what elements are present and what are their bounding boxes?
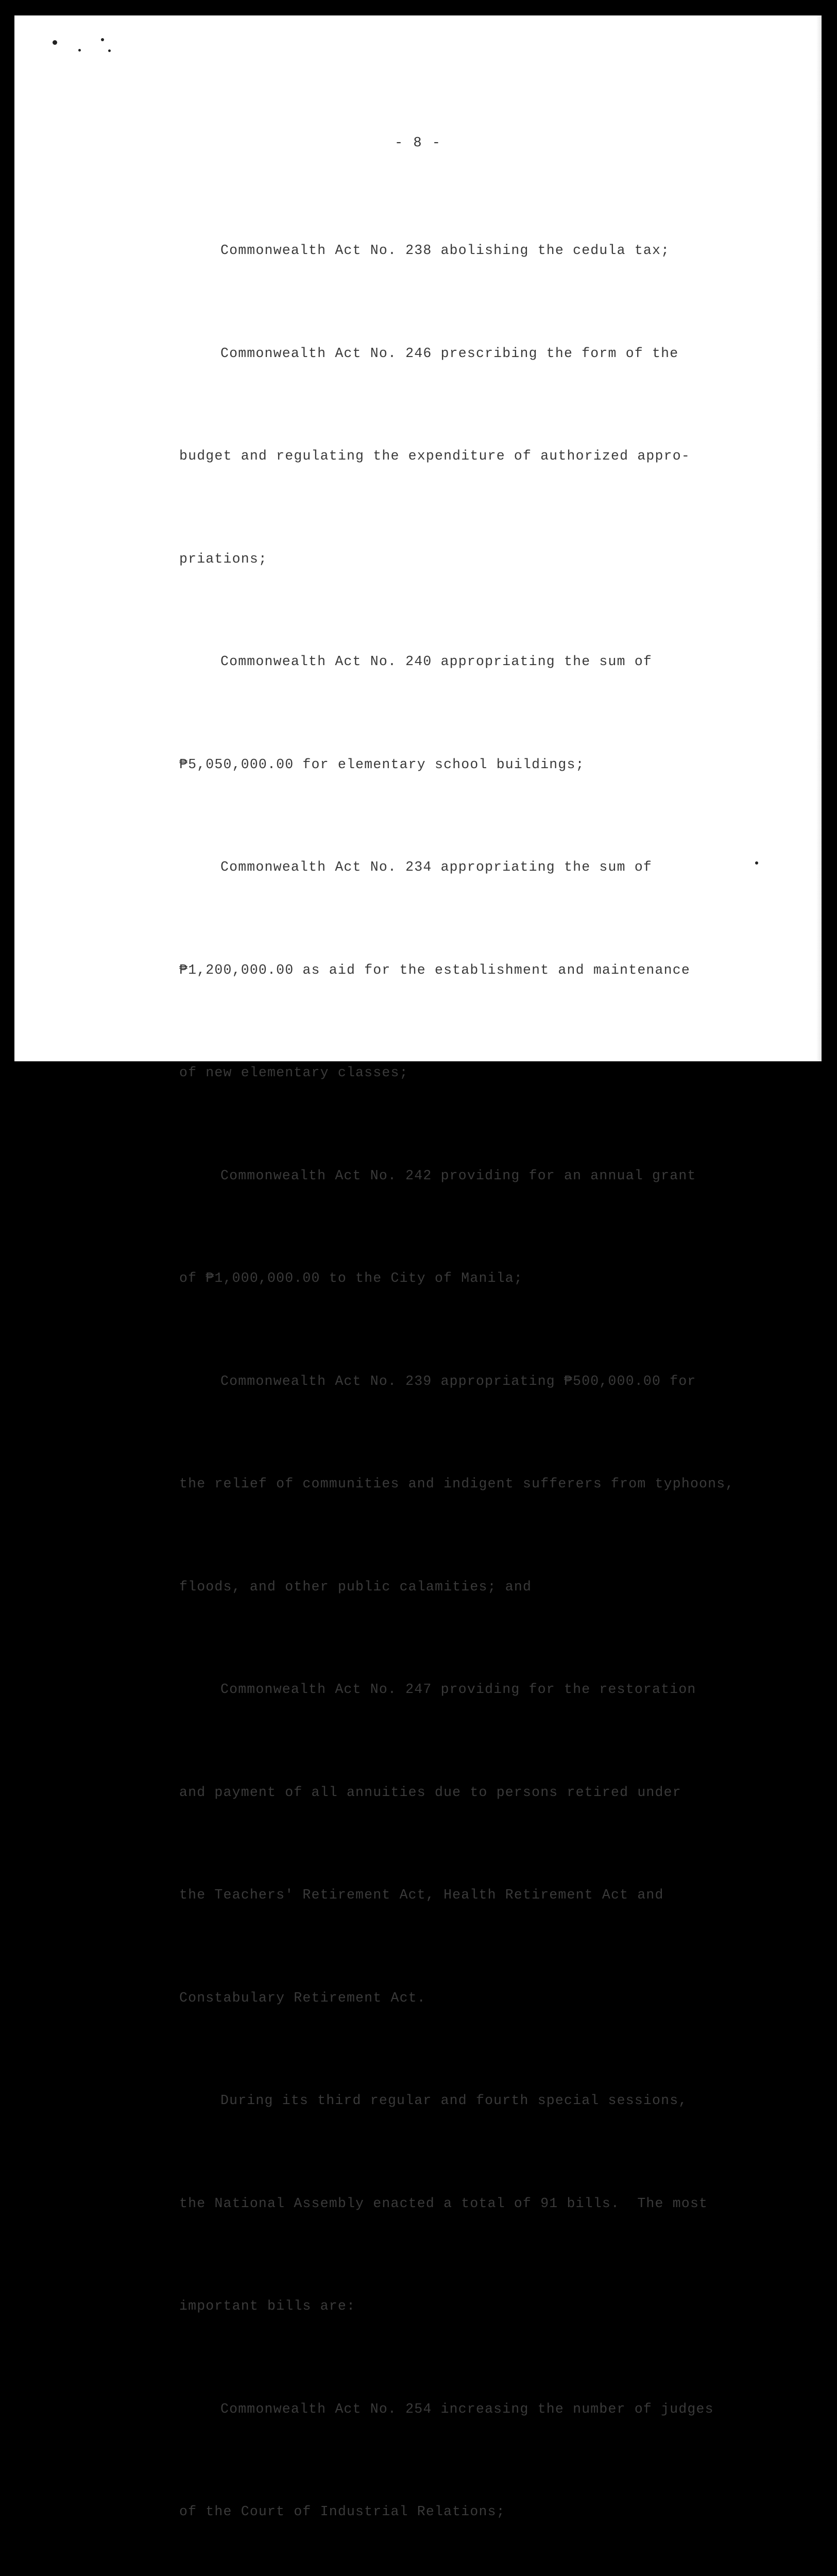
text-line: Commonwealth Act No. 239 appropriating ₱500,000.00 for bbox=[220, 1373, 696, 1389]
page-number: - 8 - bbox=[394, 135, 441, 151]
text-line: Commonwealth Act No. 240 appropriating the sum of bbox=[220, 654, 653, 669]
text-line: floods, and other public calamities; and bbox=[179, 1579, 532, 1595]
text-line: important bills are: bbox=[179, 2298, 356, 2314]
text-line: the relief of communities and indigent sufferers from typhoons, bbox=[179, 1476, 734, 1492]
ink-speck bbox=[53, 40, 57, 45]
text-line: of the Court of Industrial Relations; bbox=[179, 2504, 505, 2519]
body-text bbox=[179, 165, 751, 2576]
text-line: Constabulary Retirement Act. bbox=[179, 1990, 426, 2006]
text-line: budget and regulating the expenditure of authorized appro- bbox=[179, 448, 690, 464]
text-line: Commonwealth Act No. 246 prescribing the form of the bbox=[220, 345, 679, 361]
ink-speck bbox=[108, 49, 111, 52]
ink-speck bbox=[755, 861, 758, 865]
page-edge bbox=[816, 15, 822, 1061]
text-line: Commonwealth Act No. 238 abolishing the cedula tax; bbox=[220, 243, 670, 258]
ink-speck bbox=[78, 49, 81, 52]
text-line: the National Assembly enacted a total of 91 bills. The most bbox=[179, 2195, 708, 2211]
text-line: During its third regular and fourth special sessions, bbox=[220, 2093, 688, 2108]
text-line: Commonwealth Act No. 254 increasing the number of judges bbox=[220, 2401, 714, 2417]
text-line: ₱1,200,000.00 as aid for the establishment and maintenance bbox=[179, 962, 690, 978]
text-line: of ₱1,000,000.00 to the City of Manila; bbox=[179, 1270, 523, 1286]
text-line: Commonwealth Act No. 247 providing for the restoration bbox=[220, 1682, 696, 1697]
ink-speck bbox=[101, 38, 104, 41]
text-line: Commonwealth Act No. 234 appropriating the sum of bbox=[220, 859, 653, 875]
text-line: of new elementary classes; bbox=[179, 1065, 408, 1080]
document-page bbox=[14, 15, 822, 2519]
text-line: and payment of all annuities due to persons retired under bbox=[179, 1784, 681, 1800]
text-line: priations; bbox=[179, 551, 268, 567]
text-line: Commonwealth Act No. 242 providing for an annual grant bbox=[220, 1167, 696, 1183]
text-line: the Teachers' Retirement Act, Health Retirement Act and bbox=[179, 1887, 664, 1903]
text-line: ₱5,050,000.00 for elementary school buildings; bbox=[179, 756, 585, 772]
